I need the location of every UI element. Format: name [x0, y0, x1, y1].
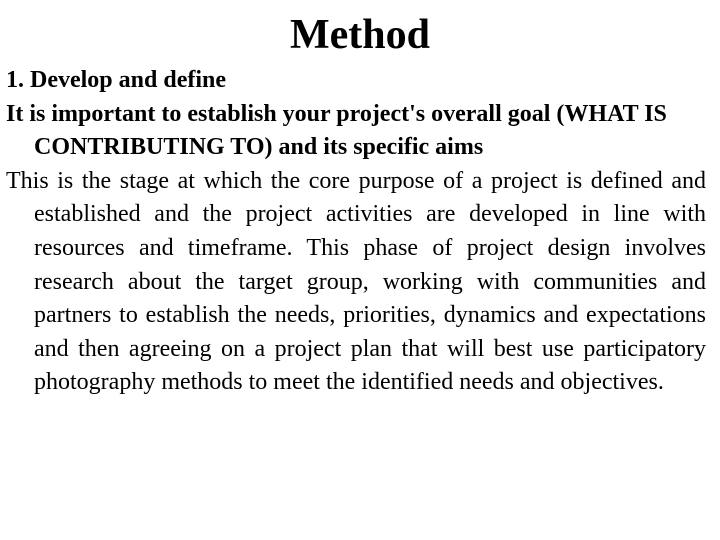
- goal-statement: It is important to establish your project's overall goal (WHAT IS CONTRIBUTING TO) and its specific aims: [6, 100, 667, 161]
- slide-content: [6, 64, 706, 400]
- slide-title: Method: [290, 12, 430, 58]
- section-heading: 1. Develop and define: [6, 67, 227, 93]
- body-paragraph: This is the stage at which the core purpose of a project is defined and established and the project activities are developed in line with resources and timeframe. This phase of project design involves research about the target group, working with communities and partners to establish the needs, priorities, dynamics and expectations and then agreeing on a project plan that will best use participatory photography methods to meet the identified needs and objectives.: [6, 167, 706, 396]
